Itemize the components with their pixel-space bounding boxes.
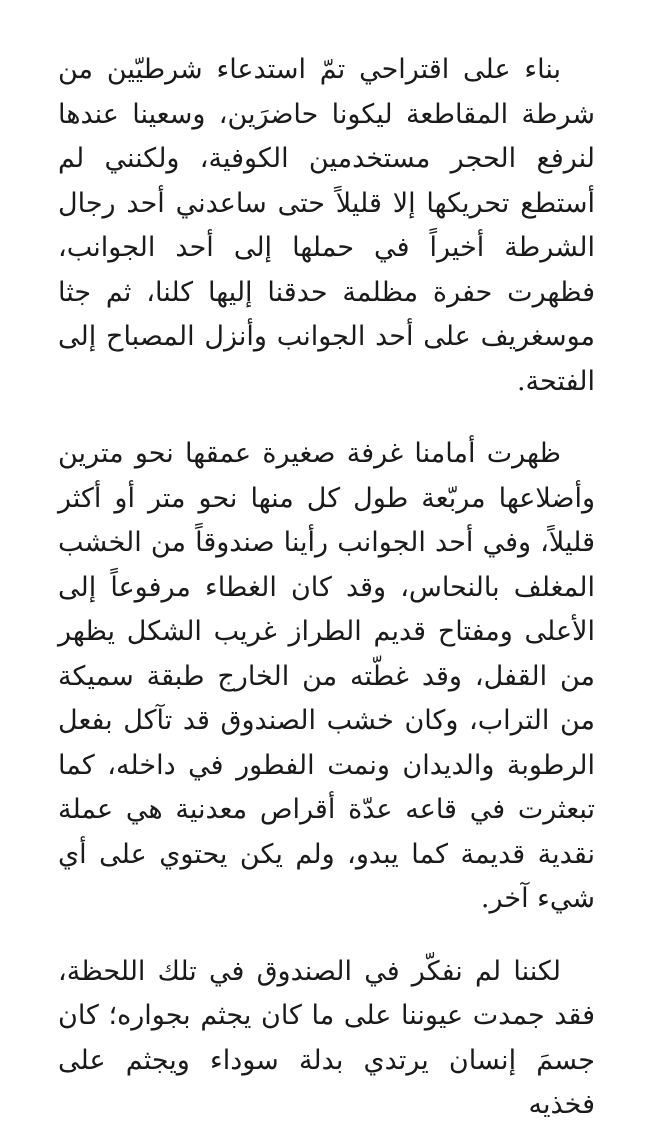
paragraph-2: ظهرت أمامنا غرفة صغيرة عمقها نحو مترين وأضلاعها مربّعة طول كل منها نحو متر أو أكثر قليلاً، وفي أحد الجوانب رأينا صندوقاً من الخشب المغلف بالنحاس، وقد كان الغطاء مرفوعاً إلى الأعلى ومفتاح قديم الطراز غريب الشكل يظهر من القفل، وقد غطّته من الخارج طبقة سميكة من التراب، وكان خشب الصندوق قد تآكل بفعل الرطوبة والديدان ونمت الفطور في داخله، كما تبعثرت في قاعه عدّة أقراص معدنية هي عملة نقدية قديمة كما يبدو، ولم يكن يحتوي على أي شيء آخر. [58,438,595,914]
paragraph-3: لكننا لم نفكّر في الصندوق في تلك اللحظة، فقد جمدت عيوننا على ما كان يجثم بجواره؛ كان جسمَ إنسان يرتدي بدلة سوداء ويجثم على فخذيه [58,955,595,1120]
paragraph-1: بناء على اقتراحي تمّ استدعاء شرطيّين من شرطة المقاطعة ليكونا حاضرَين، وسعينا عندها لنرفع الحجر مستخدمين الكوفية، ولكنني لم أستطع تحريكها إلا قليلاً حتى ساعدني أحد رجال الشرطة أخيراً في حملها إلى أحد الجوانب، فظهرت حفرة مظلمة حدقنا إليها كلنا، ثم جثا موسغريف على أحد الجوانب وأنزل المصباح إلى الفتحة. [58,54,595,397]
